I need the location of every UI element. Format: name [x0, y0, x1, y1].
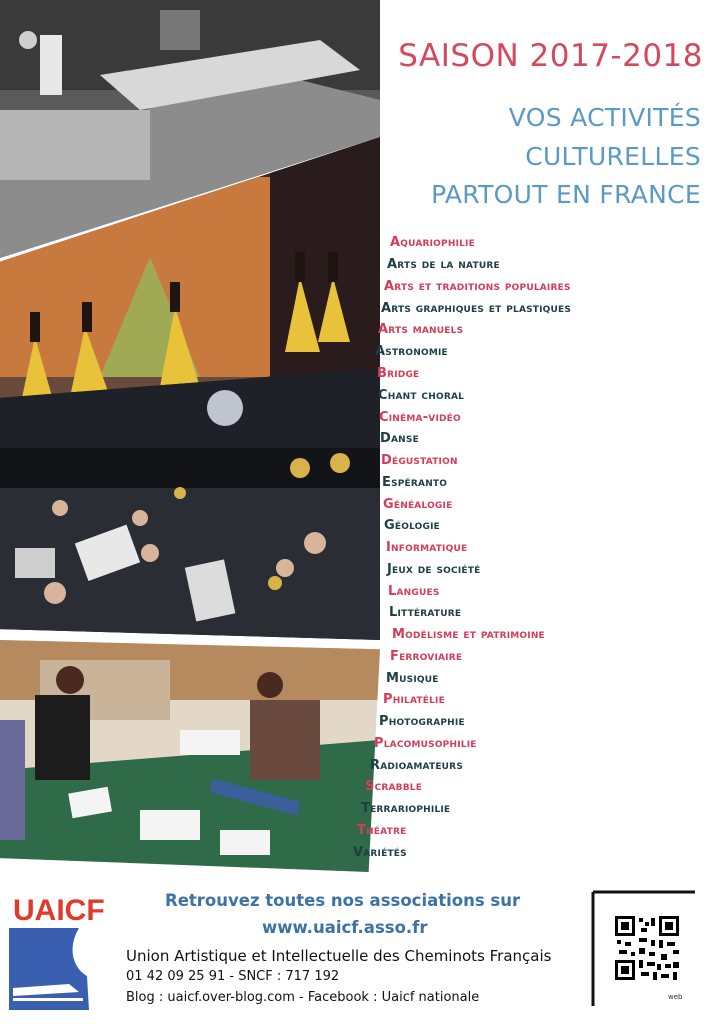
- uaicf-logo: [9, 888, 119, 1010]
- phone-numbers: 01 42 09 25 91 - SNCF : 717 192: [126, 969, 340, 984]
- website-link[interactable]: www.uaicf.asso.fr: [262, 918, 428, 937]
- find-associations-text: Retrouvez toutes nos associations sur: [165, 891, 521, 910]
- activity-item: Théatre: [357, 823, 407, 838]
- activity-item: Danse: [380, 431, 419, 446]
- qr-label: web: [668, 993, 683, 1001]
- activity-item: Photographie: [379, 714, 465, 729]
- subtitle-line-3: PARTOUT EN FRANCE: [431, 180, 701, 209]
- activity-item: Arts de la nature: [387, 257, 500, 272]
- activity-item: Placomusophilie: [374, 736, 477, 751]
- activity-item: Scrabble: [365, 779, 423, 794]
- activity-item: Modélisme et patrimoine: [392, 627, 545, 642]
- subtitle-line-1: VOS ACTIVITÉS: [508, 103, 701, 132]
- activity-item: Arts et traditions populaires: [384, 279, 571, 294]
- activity-item: Dégustation: [381, 453, 458, 468]
- activity-item: Variétés: [353, 845, 407, 860]
- logo-text: UAICF: [13, 894, 105, 927]
- blog-facebook-links: Blog : uaicf.over-blog.com - Facebook : Uaicf nationale: [126, 990, 480, 1005]
- activity-item: Bridge: [377, 366, 420, 381]
- activity-item: Terrariophilie: [361, 801, 451, 816]
- qr-code[interactable]: [591, 890, 697, 1008]
- activity-item: Astronomie: [375, 344, 448, 359]
- photo-orchestra: [0, 368, 380, 640]
- activity-item: Arts manuels: [378, 322, 464, 337]
- activity-item: Aquariophilie: [390, 235, 475, 250]
- activity-item: Radioamateurs: [370, 758, 463, 773]
- subtitle-line-2: CULTURELLES: [525, 142, 701, 171]
- activity-item: Arts graphiques et plastiques: [381, 301, 572, 316]
- activity-item: Cinéma-vidéo: [379, 410, 461, 425]
- activity-item: Géologie: [384, 518, 441, 533]
- activity-item: Informatique: [386, 540, 468, 555]
- season-title: SAISON 2017-2018: [398, 38, 703, 74]
- activity-item: Philatélie: [383, 692, 445, 707]
- activity-item: Ferroviaire: [390, 649, 463, 664]
- activity-item: Chant choral: [378, 388, 465, 403]
- activity-item: Musique: [386, 671, 439, 686]
- activity-item: Littérature: [389, 605, 462, 620]
- activity-item: Langues: [388, 584, 440, 599]
- union-name: Union Artistique et Intellectuelle des Cheminots Français: [126, 947, 552, 965]
- activity-item: Généalogie: [383, 497, 453, 512]
- activity-item: Espéranto: [382, 475, 448, 490]
- photo-crafts-workshop: [0, 640, 380, 872]
- activity-item: Jeux de société: [387, 562, 481, 577]
